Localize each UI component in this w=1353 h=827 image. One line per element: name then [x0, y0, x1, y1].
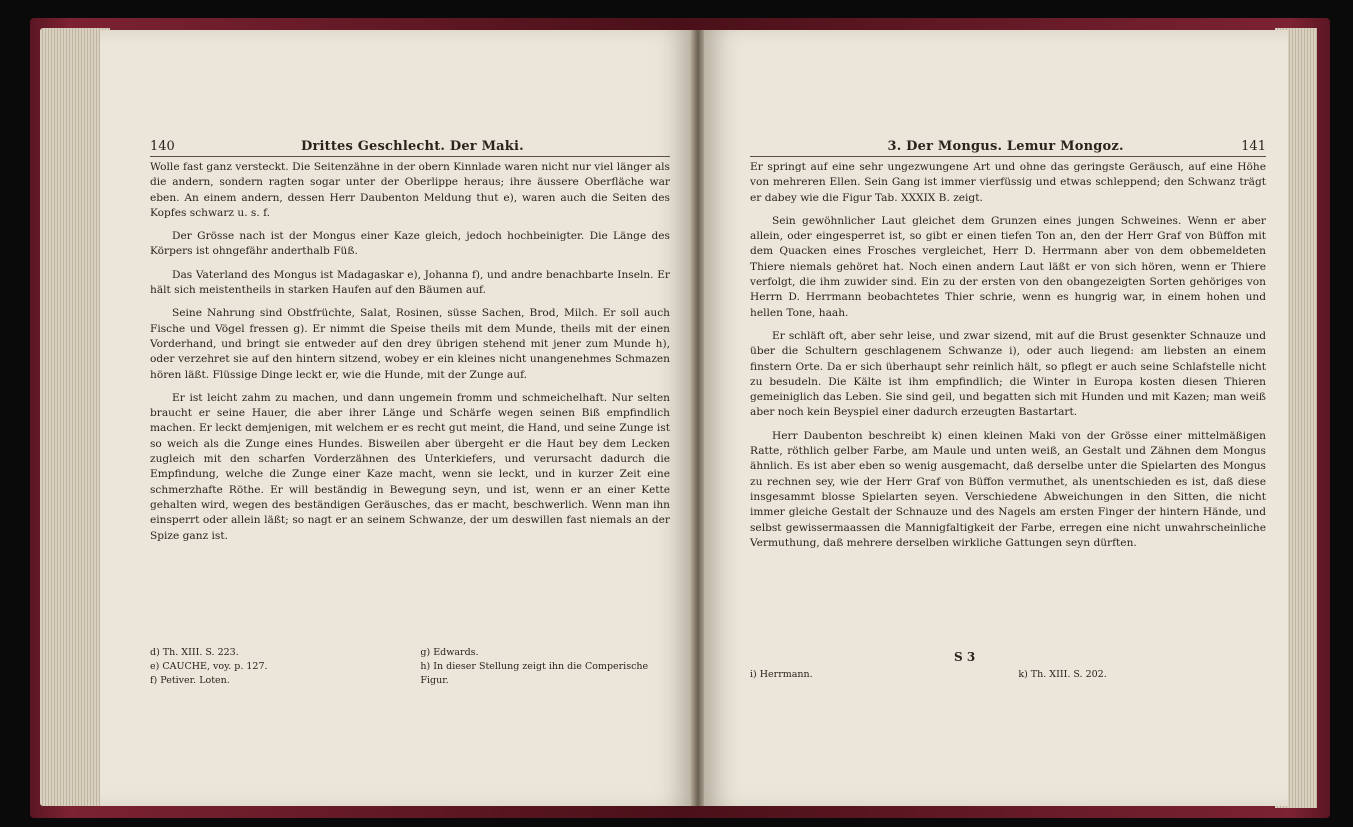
footnote: d) Th. XIII. S. 223. — [150, 647, 239, 658]
footnote: i) Herrmann. — [750, 669, 813, 680]
paragraph: Er ist leicht zahm zu machen, und dann ungemein fromm und schmeichelhaft. Nur selten braucht er seine Hauer, die aber ihrer Länge und Schärfe wegen seinen Biß empfindlich machen. Er leckt demjenigen, mit welchem er es recht gut meint, die Hand, und seine Zunge ist so weich als die Zunge eines Hundes. Bisweilen aber übergeht er die Haut bey dem Lecken zugleich mit den scharfen Vorderzähnen des Unterkiefers, und verursacht dadurch die Empfindung, welche die Zunge einer Kaze macht, wenn sie leckt, und in kurzer Zeit eine schmerzhafte Röthe. Er will beständig in Bewegung seyn, und ist, wenn er an einer Kette gehalten wird, wegen des beständigen Geräusches, das er macht, beschwerlich. Wenn man ihn einsperrt oder allein läßt; so nagt er an seinem Schwanze, der um deswillen fast niemals an der Spize ganz ist. — [150, 391, 670, 542]
left-page-header — [150, 130, 670, 157]
footnote-column — [420, 646, 670, 688]
footnote-column — [150, 646, 400, 688]
footnote: k) Th. XIII. S. 202. — [1018, 669, 1107, 680]
footnote: f) Petiver. Loten. — [150, 675, 230, 686]
paragraph: Das Vaterland des Mongus ist Madagaskar e), Johanna f), und andre benachbarte Inseln. Er hält sich meistentheils in starken Haufen auf den Bäumen auf. — [150, 268, 670, 297]
paragraph: Seine Nahrung sind Obstfrüchte, Salat, Rosinen, süsse Sachen, Brod, Milch. Er soll auch Fische und Vögel fressen g). Er nimmt die Speise theils mit dem Munde, theils mit der einen Vorderhand, und bringt sie entweder auf den drey übrigen stehend mit jener zum Munde h), oder verzehret sie auf den hintern sitzend, wobey er ein kleines nicht unangenehmes Schmazen hören läßt. Flüssige Dinge leckt er, wie die Hunde, mit der Zunge auf. — [150, 307, 670, 381]
right-page — [704, 30, 1288, 806]
page-number: 141 — [1241, 139, 1266, 154]
paragraph: Er springt auf eine sehr ungezwungene Art und ohne das geringste Geräusch, auf eine Höhe von mehreren Ellen. Sein Gang ist immer vierfüssig und etwas schleppend; den Schwanz trägt er dabey wie die Figur Tab. XXXIX B. zeigt. — [750, 161, 1266, 204]
left-page — [100, 30, 692, 806]
paragraph: Wolle fast ganz versteckt. Die Seitenzähne in der obern Kinnlade waren nicht nur viel länger als die andern, sondern ragten sogar unter der Oberlippe heraus; ihre äussere Oberfläche war eben. An einem andern, dessen Herr Daubenton Meldung thut e), waren auch die Seiten des Kopfes schwarz u. s. f. — [150, 161, 670, 219]
page-number: 140 — [150, 139, 175, 154]
running-title: Drittes Geschlecht. Der Maki. — [300, 139, 524, 154]
paragraph: Sein gewöhnlicher Laut gleichet dem Grunzen eines jungen Schweines. Wenn er aber allein, oder eingesperret ist, so gibt er einen tiefen Ton an, den der Herr Graf von Büffon mit dem Quacken eines Frosches vergleichet, Herr D. Herrmann aber von dem obbemeldeten Thiere niemals gehöret hat. Noch einen andern Laut läßt er von sich hören, wenn er Thiere verfolgt, die ihm zuwider sind. Ein zu der ersten von den obangezeigten Sorten gehöriges von Herrn D. Herrmann beobachtetes Thier schrie, wenn es hungrig war, in einem hohen und hellen Tone, haah. — [750, 214, 1266, 319]
left-page-body — [150, 160, 670, 552]
paragraph: Er schläft oft, aber sehr leise, und zwar sizend, mit auf die Brust gesenkter Schnauze und über die Schultern geschlagenem Schwanze i), oder auch liegend: am liebsten an einem finstern Orte. Da er sich überhaupt sehr reinlich hält, so pflegt er auch seine Schlafstelle nicht zu besudeln. Die Kälte ist ihm empfindlich; die Winter in Europa kosten diesen Thieren gemeiniglich das Leben. Sie sind geil, und begatten sich mit Hunden und mit Kazen; man weiß aber noch kein Beyspiel einer dadurch erzeugten Bastartart. — [750, 329, 1266, 419]
right-page-header — [750, 130, 1266, 157]
footnote: e) CAUCHE, voy. p. 127. — [150, 661, 268, 672]
right-page-body — [750, 160, 1266, 559]
footnote: g) Edwards. — [420, 647, 479, 658]
footnotes — [750, 668, 1266, 682]
footnotes — [150, 646, 670, 688]
paragraph: Der Grösse nach ist der Mongus einer Kaze gleich, jedoch hochbeinigter. Die Länge des Körpers ist ohngefähr anderthalb Füß. — [150, 230, 670, 258]
paragraph: Herr Daubenton beschreibt k) einen kleinen Maki von der Grösse einer mittelmäßigen Ratte, röthlich gelber Farbe, am Maule und unten weiß, an Gestalt und Zähnen dem Mongus ähnlich. Es ist aber eben so wenig ausgemacht, daß derselbe unter die Spielarten des Mongus zu rechnen sey, wie der Herr Graf von Büffon vermuthet, als unentschieden es ist, daß diese insgesammt blosse Spielarten seyen. Verschiedene Abweichungen in den Sitten, die nicht immer gleiche Gestalt der Schnauze und des Nagels am ersten Finger der hintern Hände, und selbst gewissermaassen die Mannigfaltigkeit der Farbe, erregen eine nicht unwahrscheinliche Vermuthung, daß mehrere derselben wirkliche Gattungen seyn dürften. — [750, 429, 1266, 549]
footnote: h) In dieser Stellung zeigt ihn die Comperische Figur. — [420, 661, 649, 686]
running-title: 3. Der Mongus. Lemur Mongoz. — [887, 139, 1124, 154]
signature-mark: S 3 — [954, 650, 976, 664]
